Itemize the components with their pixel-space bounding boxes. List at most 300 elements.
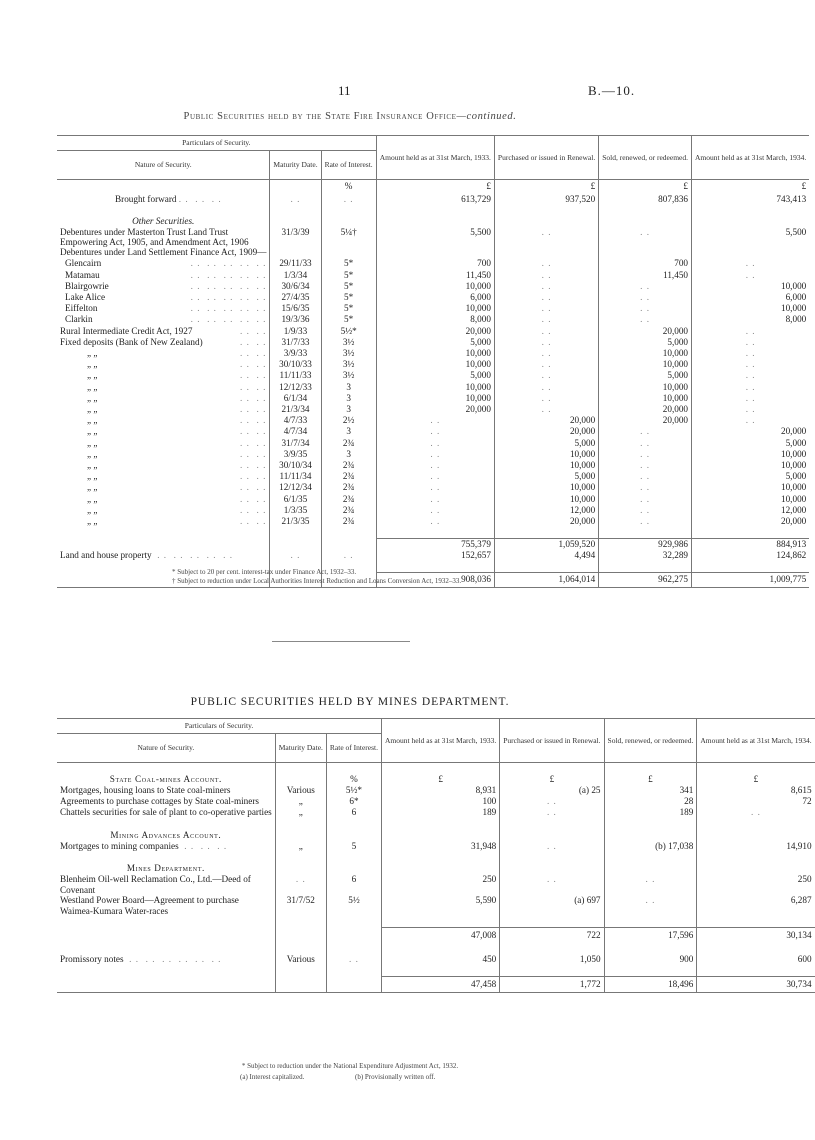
- leader-dots: . . . .: [240, 504, 267, 515]
- amount-held-1934: 10,000: [692, 303, 810, 314]
- mines-footnote-a: (a) Interest capitalized.: [240, 1073, 305, 1081]
- empty-cell-dots: . .: [494, 303, 598, 314]
- coal-security-name-cell: [57, 796, 275, 807]
- mines-total-held-1934: 30,734: [697, 976, 815, 992]
- westland-held-1934: 6,287: [697, 895, 815, 916]
- masterton-maturity: 31/3/39: [270, 227, 321, 247]
- fire-total-sold: 962,275: [599, 572, 692, 587]
- interest-rate: 3½: [321, 337, 376, 348]
- empty-cell-dots: . .: [599, 516, 692, 527]
- interest-rate: 3: [321, 449, 376, 460]
- amount-held-1934: 10,000: [692, 460, 810, 471]
- empty-cell-dots: . .: [494, 359, 598, 370]
- empty-cell-dots: . .: [500, 807, 604, 818]
- empty-cell-dots: . .: [376, 426, 494, 437]
- amount-purchased: 20,000: [494, 426, 598, 437]
- maturity-date: 6/1/34: [270, 393, 321, 404]
- pound-unit: £: [604, 774, 697, 785]
- security-name: Eiffelton: [65, 303, 98, 314]
- empty-cell-dots: . .: [599, 482, 692, 493]
- amount-held-1933: 20,000: [376, 404, 494, 415]
- security-name: „ „: [87, 504, 98, 515]
- security-name: Fixed deposits (Bank of New Zealand): [60, 336, 203, 347]
- security-name-cell: [57, 438, 270, 449]
- security-name-cell: [57, 505, 270, 516]
- masterton-label: Debentures under Masterton Trust Land Trust Empowering Act, 1905, and Amendment Act, 1906: [60, 227, 249, 248]
- leader-dots: . . . . . . . . . .: [190, 269, 267, 280]
- interest-rate: 2¾: [321, 505, 376, 516]
- mines-subtotal-held-1933: 47,008: [382, 928, 500, 943]
- security-name: „ „: [87, 370, 98, 381]
- amount-sold: 10,000: [599, 393, 692, 404]
- amount-purchased: 5,000: [494, 471, 598, 482]
- promissory-held-1934: 600: [697, 954, 815, 965]
- westland-label: Westland Power Board—Agreement to purchase Waimea-Kumara Water-races: [60, 895, 239, 916]
- security-row: [57, 438, 809, 449]
- pound-unit: £: [697, 774, 815, 785]
- blenheim-held-1934: 250: [697, 874, 815, 895]
- security-name-cell: [57, 258, 270, 269]
- amount-held-1933: 8,931: [382, 785, 500, 796]
- security-row: [57, 415, 809, 426]
- fire-footnote-reduction: † Subject to reduction under Local Authorities Interest Reduction and Loans Conversion Act, 1932–33.: [172, 577, 462, 585]
- amount-purchased: 5,000: [494, 438, 598, 449]
- fire-office-title: [0, 111, 700, 122]
- fire-header-rate: Rate of Interest.: [321, 150, 376, 179]
- amount-purchased: 12,000: [494, 505, 598, 516]
- empty-cell-dots: . .: [376, 460, 494, 471]
- maturity-date: „: [275, 807, 326, 818]
- mining-mortgage-sold: (b) 17,038: [604, 841, 697, 852]
- amount-held-1934: 12,000: [692, 505, 810, 516]
- promissory-maturity: Various: [275, 954, 326, 965]
- empty-cell-dots: . .: [376, 516, 494, 527]
- interest-rate: 3: [321, 404, 376, 415]
- leader-dots: . . . .: [240, 426, 267, 437]
- security-name: „ „: [87, 448, 98, 459]
- interest-rate: 5½*: [321, 326, 376, 337]
- amount-purchased: 20,000: [494, 516, 598, 527]
- security-name: Matamau: [65, 269, 100, 280]
- security-row: [57, 382, 809, 393]
- security-name: Blairgowrie: [65, 280, 109, 291]
- amount-held-1933: 189: [382, 807, 500, 818]
- mines-table: [57, 718, 815, 993]
- interest-rate: 5*: [321, 258, 376, 269]
- maturity-date: 27/4/35: [270, 292, 321, 303]
- land-settlement-heading: Debentures under Land Settlement Finance Act, 1909—: [60, 247, 267, 258]
- leader-dots: . . . .: [240, 437, 267, 448]
- fire-subtotal-held-1934: 884,913: [692, 538, 810, 550]
- maturity-date: 21/3/34: [270, 404, 321, 415]
- amount-held-1933: 100: [382, 796, 500, 807]
- mines-total-purchased: 1,772: [500, 976, 604, 992]
- amount-held-1934: 72: [697, 796, 815, 807]
- amount-held-1933: 10,000: [376, 393, 494, 404]
- amount-held-1933: 10,000: [376, 348, 494, 359]
- amount-sold: 10,000: [599, 348, 692, 359]
- coal-security-row: [57, 807, 815, 818]
- fire-office-title-suffix: —continued.: [456, 111, 517, 122]
- maturity-date: 4/7/34: [270, 426, 321, 437]
- mines-header-row-1: [57, 719, 815, 734]
- interest-rate: 2½: [321, 415, 376, 426]
- amount-sold: 5,000: [599, 370, 692, 381]
- mines-header-maturity: Maturity Date.: [275, 733, 326, 762]
- interest-rate: 6*: [326, 796, 381, 807]
- empty-cell-dots: . .: [692, 270, 810, 281]
- empty-cell-dots: . .: [494, 270, 598, 281]
- mines-total-held-1933: 47,458: [382, 976, 500, 992]
- leader-dots: . . . . . . . . . .: [190, 291, 267, 302]
- leader-dots: . . . . . . . . . .: [190, 258, 267, 269]
- coal-security-name: Agreements to purchase cottages by State coal-miners: [60, 796, 259, 807]
- amount-held-1933: 5,000: [376, 337, 494, 348]
- empty-cell-dots: . .: [697, 807, 815, 818]
- amount-held-1934: 6,000: [692, 292, 810, 303]
- mining-advances-heading: Mining Advances Account.: [110, 829, 222, 840]
- security-name-cell: [57, 382, 270, 393]
- empty-cell-dots: . .: [376, 482, 494, 493]
- leader-dots: . . . . . . . . . .: [190, 314, 267, 325]
- page-number: 11: [338, 83, 351, 98]
- empty-cell-dots: . .: [494, 326, 598, 337]
- empty-cell-dots: . .: [376, 494, 494, 505]
- promissory-row: Promissory notes . . . . . . . . . . . . Various . . 450 1,050 900 600: [57, 954, 815, 965]
- leader-dots: . . . .: [240, 325, 267, 336]
- security-row: [57, 471, 809, 482]
- land-held-1934: 124,862: [692, 550, 810, 561]
- pound-unit: £: [500, 774, 604, 785]
- empty-cell-dots: . .: [494, 258, 598, 269]
- leader-dots: . . . .: [240, 370, 267, 381]
- empty-cell-dots: . .: [599, 314, 692, 325]
- empty-cell-dots: . .: [692, 404, 810, 415]
- maturity-date: 1/3/34: [270, 270, 321, 281]
- empty-cell-dots: . .: [692, 348, 810, 359]
- security-name-cell: [57, 326, 270, 337]
- promissory-held-1933: 450: [382, 954, 500, 965]
- security-name-cell: [57, 415, 270, 426]
- security-name-cell: [57, 292, 270, 303]
- empty-cell-dots: . .: [599, 449, 692, 460]
- amount-held-1934: 20,000: [692, 426, 810, 437]
- security-name: „ „: [87, 515, 98, 526]
- security-name-cell: [57, 314, 270, 325]
- empty-cell-dots: . .: [692, 258, 810, 269]
- security-row: [57, 348, 809, 359]
- mines-header-sold: Sold, renewed, or redeemed.: [604, 719, 697, 763]
- mines-header-rate: Rate of Interest.: [326, 733, 381, 762]
- mines-header-held-1933: Amount held as at 31st March, 1933.: [382, 719, 500, 763]
- amount-sold: 189: [604, 807, 697, 818]
- fire-subtotal-sold: 929,986: [599, 538, 692, 550]
- mining-mortgage-row: Mortgages to mining companies . . . . . . „ 5 31,948 . . (b) 17,038 14,910: [57, 841, 815, 852]
- leader-dots: . . . .: [240, 459, 267, 470]
- interest-rate: 3½: [321, 348, 376, 359]
- leader-dots: . . . .: [240, 381, 267, 392]
- leader-dots: . . . .: [240, 493, 267, 504]
- security-row: [57, 404, 809, 415]
- security-row: [57, 449, 809, 460]
- leader-dots: . . . .: [240, 403, 267, 414]
- maturity-date: 15/6/35: [270, 303, 321, 314]
- empty-cell-dots: . .: [599, 281, 692, 292]
- empty-cell-dots: . .: [494, 314, 598, 325]
- amount-held-1933: 20,000: [376, 326, 494, 337]
- fire-header-held-1934: Amount held as at 31st March, 1934.: [692, 136, 810, 180]
- coal-security-row: [57, 785, 815, 796]
- security-row: [57, 516, 809, 527]
- maturity-date: „: [275, 796, 326, 807]
- mines-department-heading-row: [57, 863, 815, 874]
- empty-cell-dots: . .: [599, 426, 692, 437]
- security-name-cell: [57, 393, 270, 404]
- brought-forward-row: Brought forward . . . . . . . . . . 613,729 937,520 807,836 743,413: [57, 194, 809, 205]
- mines-subtotal-purchased: 722: [500, 928, 604, 943]
- amount-sold: 10,000: [599, 382, 692, 393]
- masterton-held-1933: 5,500: [376, 227, 494, 247]
- amount-sold: 11,450: [599, 270, 692, 281]
- security-row: [57, 292, 809, 303]
- security-name-cell: [57, 270, 270, 281]
- empty-cell-dots: . .: [692, 359, 810, 370]
- empty-cell-dots: . .: [494, 404, 598, 415]
- mines-header-nature: Nature of Security.: [137, 743, 195, 753]
- coal-security-name: Chattels securities for sale of plant to co-operative parties: [60, 807, 272, 818]
- maturity-date: 4/7/33: [270, 415, 321, 426]
- security-name: „ „: [87, 482, 98, 493]
- empty-cell-dots: . .: [692, 370, 810, 381]
- security-row: [57, 258, 809, 269]
- leader-dots: . . . . . . . . . .: [190, 280, 267, 291]
- amount-sold: 20,000: [599, 326, 692, 337]
- mines-header-particulars: Particulars of Security.: [57, 719, 382, 734]
- maturity-date: 12/12/33: [270, 382, 321, 393]
- land-purchased: 4,494: [494, 550, 598, 561]
- fire-subtotal-row: [57, 538, 809, 550]
- fire-header-nature: Nature of Security.: [134, 160, 192, 170]
- interest-rate: 2¾: [321, 471, 376, 482]
- security-row: [57, 370, 809, 381]
- empty-cell-dots: . .: [599, 505, 692, 516]
- empty-cell-dots: . .: [599, 460, 692, 471]
- leader-dots: . . . .: [240, 347, 267, 358]
- fire-header-sold: Sold, renewed, or redeemed.: [599, 136, 692, 180]
- interest-rate: 5*: [321, 281, 376, 292]
- security-name-cell: [57, 404, 270, 415]
- security-name-cell: [57, 482, 270, 493]
- coal-mines-heading: State Coal-mines Account.: [109, 773, 222, 784]
- mines-subtotal-held-1934: 30,134: [697, 928, 815, 943]
- mines-department-heading: Mines Department.: [126, 863, 205, 874]
- security-row: [57, 337, 809, 348]
- maturity-date: 30/10/33: [270, 359, 321, 370]
- amount-sold: 20,000: [599, 404, 692, 415]
- masterton-rate: 5¼†: [321, 227, 376, 247]
- amount-held-1933: 11,450: [376, 270, 494, 281]
- interest-rate: 5*: [321, 314, 376, 325]
- leader-dots: . . . .: [240, 515, 267, 526]
- security-name: „ „: [87, 359, 98, 370]
- security-name: „ „: [87, 415, 98, 426]
- fire-header-maturity: Maturity Date.: [270, 150, 321, 179]
- pound-unit: £: [494, 180, 598, 194]
- empty-cell-dots: . .: [692, 415, 810, 426]
- mining-mortgage-held-1933: 31,948: [382, 841, 500, 852]
- security-row: [57, 460, 809, 471]
- amount-held-1933: 5,000: [376, 370, 494, 381]
- mines-subtotal-row: [57, 928, 815, 943]
- amount-purchased: (a) 25: [500, 785, 604, 796]
- maturity-date: 1/9/33: [270, 326, 321, 337]
- empty-cell-dots: . .: [376, 438, 494, 449]
- leader-dots: . . . .: [240, 482, 267, 493]
- security-name-cell: [57, 359, 270, 370]
- interest-rate: 2¾: [321, 516, 376, 527]
- interest-rate: 3½: [321, 359, 376, 370]
- maturity-date: 1/3/35: [270, 505, 321, 516]
- brought-forward-held-1933: 613,729: [376, 194, 494, 205]
- coal-security-name-cell: [57, 807, 275, 818]
- westland-purchased: (a) 697: [500, 895, 604, 916]
- security-name: „ „: [87, 392, 98, 403]
- maturity-date: 31/7/33: [270, 337, 321, 348]
- leader-dots: . . . .: [240, 448, 267, 459]
- amount-held-1933: 10,000: [376, 281, 494, 292]
- document-reference: B.—10.: [588, 83, 636, 98]
- westland-row: Westland Power Board—Agreement to purchase Waimea-Kumara Water-races 31/7/52 5½ 5,590 (a) 697 . . 6,287: [57, 895, 815, 916]
- empty-cell-dots: . .: [692, 393, 810, 404]
- land-sold: 32,289: [599, 550, 692, 561]
- masterton-held-1934: 5,500: [692, 227, 810, 247]
- blenheim-held-1933: 250: [382, 874, 500, 895]
- security-name-cell: [57, 449, 270, 460]
- amount-sold: 700: [599, 258, 692, 269]
- brought-forward-sold: 807,836: [599, 194, 692, 205]
- amount-sold: 28: [604, 796, 697, 807]
- security-name: Lake Alice: [65, 291, 106, 302]
- mines-title: PUBLIC SECURITIES HELD BY MINES DEPARTMENT.: [190, 696, 510, 708]
- security-name: „ „: [87, 426, 98, 437]
- amount-held-1933: 10,000: [376, 382, 494, 393]
- percent-unit: %: [321, 180, 376, 194]
- maturity-date: 29/11/33: [270, 258, 321, 269]
- security-name-cell: [57, 494, 270, 505]
- security-name: „ „: [87, 459, 98, 470]
- other-securities-heading: Other Securities.: [132, 215, 195, 226]
- security-row: [57, 482, 809, 493]
- empty-cell-dots: . .: [599, 471, 692, 482]
- amount-sold: 10,000: [599, 359, 692, 370]
- empty-cell-dots: . .: [494, 337, 598, 348]
- empty-cell-dots: . .: [494, 393, 598, 404]
- blenheim-label: Blenheim Oil-well Reclamation Co., Ltd.—Deed of Covenant: [60, 874, 251, 895]
- amount-sold: 5,000: [599, 337, 692, 348]
- security-row: [57, 326, 809, 337]
- security-name: „ „: [87, 493, 98, 504]
- security-name: „ „: [87, 381, 98, 392]
- empty-cell-dots: . .: [599, 494, 692, 505]
- amount-sold: 341: [604, 785, 697, 796]
- units-row: [57, 180, 809, 194]
- interest-rate: 3: [321, 426, 376, 437]
- coal-security-row: [57, 796, 815, 807]
- pound-unit: £: [382, 774, 500, 785]
- empty-cell-dots: . .: [692, 337, 810, 348]
- promissory-sold: 900: [604, 954, 697, 965]
- leader-dots: . . . .: [240, 336, 267, 347]
- empty-cell-dots: . .: [494, 382, 598, 393]
- security-name-cell: [57, 337, 270, 348]
- land-settlement-heading-row: [57, 247, 809, 258]
- security-name: Glencairn: [65, 258, 102, 269]
- leader-dots: . . . .: [240, 392, 267, 403]
- brought-forward-label: Brought forward: [115, 193, 177, 204]
- security-name-cell: [57, 348, 270, 359]
- leader-dots: . . . . . . . . . .: [190, 303, 267, 314]
- maturity-date: 12/12/34: [270, 482, 321, 493]
- blenheim-row: Blenheim Oil-well Reclamation Co., Ltd.—Deed of Covenant . . 6 250 . . . . 250: [57, 874, 815, 895]
- westland-held-1933: 5,590: [382, 895, 500, 916]
- interest-rate: 6: [326, 807, 381, 818]
- amount-held-1933: 8,000: [376, 314, 494, 325]
- mining-mortgage-label: Mortgages to mining companies: [60, 840, 179, 851]
- section-divider: [272, 641, 410, 642]
- interest-rate: 2¾: [321, 494, 376, 505]
- maturity-date: 31/7/34: [270, 438, 321, 449]
- amount-held-1934: 10,000: [692, 281, 810, 292]
- mining-mortgage-maturity: „: [275, 841, 326, 852]
- leader-dots: . . . .: [240, 415, 267, 426]
- empty-cell-dots: . .: [599, 438, 692, 449]
- amount-held-1934: 5,000: [692, 471, 810, 482]
- amount-held-1934: 10,000: [692, 449, 810, 460]
- security-name: „ „: [87, 471, 98, 482]
- security-row: [57, 281, 809, 292]
- security-name-cell: [57, 303, 270, 314]
- fire-total-held-1933: 908,036: [376, 572, 494, 587]
- interest-rate: 2¾: [321, 482, 376, 493]
- maturity-date: 3/9/35: [270, 449, 321, 460]
- interest-rate: 2¾: [321, 438, 376, 449]
- empty-cell-dots: . .: [599, 292, 692, 303]
- westland-maturity: 31/7/52: [275, 895, 326, 916]
- security-name: „ „: [87, 403, 98, 414]
- fire-office-table: [57, 135, 809, 588]
- security-name: „ „: [87, 347, 98, 358]
- mines-footnote-reduction: * Subject to reduction under the National Expenditure Adjustment Act, 1932.: [241, 1062, 459, 1070]
- maturity-date: 30/6/34: [270, 281, 321, 292]
- empty-cell-dots: . .: [494, 292, 598, 303]
- amount-purchased: 10,000: [494, 494, 598, 505]
- mines-header-purchased: Purchased or issued in Renewal.: [500, 719, 604, 763]
- fire-header-particulars: Particulars of Security.: [57, 136, 376, 151]
- amount-held-1933: 10,000: [376, 359, 494, 370]
- security-row: [57, 426, 809, 437]
- westland-rate: 5½: [326, 895, 381, 916]
- amount-held-1933: 6,000: [376, 292, 494, 303]
- fire-total-purchased: 1,064,014: [494, 572, 598, 587]
- amount-held-1934: 20,000: [692, 516, 810, 527]
- empty-cell-dots: . .: [494, 370, 598, 381]
- security-name-cell: [57, 281, 270, 292]
- amount-held-1934: 8,615: [697, 785, 815, 796]
- amount-held-1933: 10,000: [376, 303, 494, 314]
- amount-held-1934: 10,000: [692, 482, 810, 493]
- security-name: Clarkin: [65, 314, 93, 325]
- maturity-date: 11/11/34: [270, 471, 321, 482]
